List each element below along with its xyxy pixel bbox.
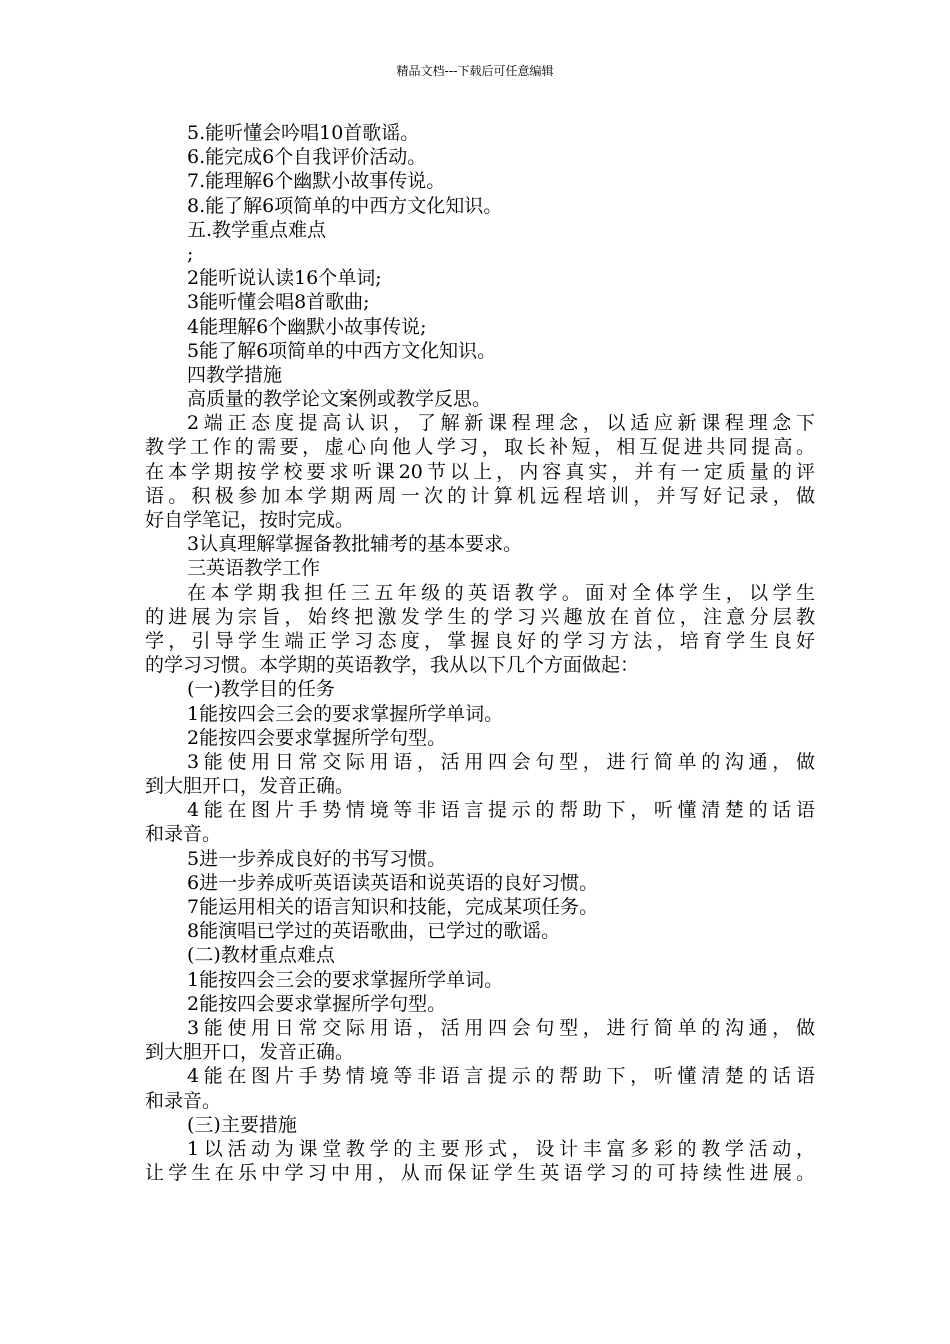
text-line: 8能演唱已学过的英语歌曲，已学过的歌谣。	[187, 920, 561, 943]
text-line: 4能在图片手势情境等非语言提示的帮助下，听懂清楚的话语	[187, 1065, 815, 1088]
text-line: 7.能理解6个幽默小故事传说。	[187, 170, 446, 193]
document-body	[145, 121, 815, 1185]
text-line: 6.能完成6个自我评价活动。	[187, 146, 427, 169]
text-line: (二)教材重点难点	[187, 944, 335, 967]
text-line: 好自学笔记，按时完成。	[145, 509, 355, 531]
text-line: 让学生在乐中学习中用，从而保证学生英语学习的可持续性进展。	[145, 1162, 815, 1185]
text-line: 2能听说认读16个单词;	[187, 267, 382, 290]
text-line: (一)教学目的任务	[187, 678, 335, 701]
text-line: 3认真理解掌握备教批辅考的基本要求。	[187, 533, 523, 556]
page-header: 精品文档---下载后可任意编辑	[396, 64, 554, 78]
text-line: 5进一步养成良好的书写习惯。	[187, 847, 447, 870]
text-line: 1能按四会三会的要求掌握所学单词。	[187, 968, 504, 991]
text-line: 3能使用日常交际用语，活用四会句型，进行简单的沟通，做	[187, 750, 815, 773]
text-line: 和录音。	[145, 1089, 222, 1112]
text-line: 4能在图片手势情境等非语言提示的帮助下，听懂清楚的话语	[187, 799, 815, 822]
text-line: 学，引导学生端正学习态度，掌握良好的学习方法，培育学生良好	[145, 629, 815, 652]
text-line: 的进展为宗旨，始终把激发学生的学习兴趣放在首位，注意分层教	[145, 605, 815, 628]
text-line: 1以活动为课堂教学的主要形式，设计丰富多彩的教学活动，	[187, 1137, 815, 1160]
text-line: 3能听懂会唱8首歌曲;	[187, 291, 370, 314]
text-line: 1能按四会三会的要求掌握所学单词。	[187, 702, 504, 725]
text-line: 五.教学重点难点	[187, 218, 327, 241]
text-line: 7能运用相关的语言知识和技能，完成某项任务。	[187, 896, 599, 918]
text-line: 在本学期按学校要求听课20节以上，内容真实，并有一定质量的评	[145, 460, 815, 483]
text-line: 5.能听懂会吟唱10首歌谣。	[187, 122, 420, 144]
text-line: 三英语教学工作	[187, 557, 321, 580]
text-line: 到大胆开口，发音正确。	[145, 1041, 355, 1064]
text-line: 5能了解6项简单的中西方文化知识。	[187, 339, 497, 362]
text-line: 6进一步养成听英语读英语和说英语的良好习惯。	[187, 871, 599, 894]
text-line: 和录音。	[145, 823, 222, 846]
text-line: 的学习习惯。本学期的英语教学，我从以下几个方面做起：	[145, 654, 640, 677]
text-line: 到大胆开口，发音正确。	[145, 775, 355, 798]
text-line: ;	[187, 242, 194, 265]
text-line: 语。积极参加本学期两周一次的计算机远程培训，并写好记录，做	[145, 484, 815, 507]
text-line: 2能按四会要求掌握所学句型。	[187, 992, 447, 1015]
text-line: 教学工作的需要，虚心向他人学习，取长补短，相互促进共同提高。	[145, 436, 815, 459]
text-line: 2端正态度提高认识，了解新课程理念，以适应新课程理念下	[187, 412, 815, 435]
text-line: 四教学措施	[187, 363, 283, 386]
text-line: 3能使用日常交际用语，活用四会句型，进行简单的沟通，做	[187, 1016, 815, 1039]
text-line: 8.能了解6项简单的中西方文化知识。	[187, 194, 503, 217]
text-line: (三)主要措施	[187, 1113, 297, 1136]
text-line: 在本学期我担任三五年级的英语教学。面对全体学生，以学生	[187, 581, 815, 604]
text-line: 4能理解6个幽默小故事传说;	[187, 315, 427, 338]
text-line: 高质量的教学论文案例或教学反思。	[187, 388, 492, 411]
text-line: 2能按四会要求掌握所学句型。	[187, 726, 447, 749]
